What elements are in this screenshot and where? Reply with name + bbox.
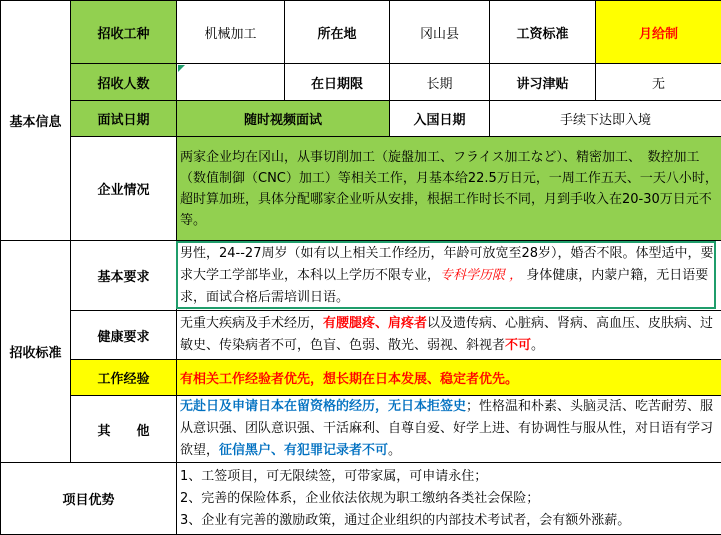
basic-req-part-2: 身体健康，内蒙户籍，无日语要求，面试合格后需培训日语。 <box>180 268 708 305</box>
health-label: 健康要求 <box>71 311 177 360</box>
other-highlight: 无赴日及申请日本在留资格的经历，无日本拒签史 <box>180 399 466 414</box>
location-value: 冈山县 <box>390 1 490 64</box>
basic-req-part-1: 男性，24--27周岁（如有以上相关工作经历，年龄可放宽至28岁），婚否不限。体型适中，要求大学工学部毕业，本科以上学历不限专业， <box>180 246 714 283</box>
other-part-2: 。 <box>388 443 401 458</box>
company-label: 企业情况 <box>71 137 177 241</box>
advantage-item: 1、工签项目，可无限续签，可带家属，可申请永住； <box>180 466 718 488</box>
recruit-standard-label: 招收标准 <box>1 241 71 463</box>
interview-label: 面试日期 <box>71 101 177 137</box>
basic-req-label: 基本要求 <box>71 241 177 311</box>
advantage-item: 3、企业有完善的激励政策，通过企业组织的内部技术考试者，会有额外涨薪。 <box>180 510 718 532</box>
health-highlight-2: 不可 <box>505 338 531 353</box>
location-label: 所在地 <box>285 1 390 64</box>
other-highlight-2: 征信黑户、有犯罪记录者不可 <box>219 443 388 458</box>
other-part-1: ；性格温和朴素、头脑灵活、吃苦耐劳、服从意识强、团队意识强、干活麻利、自尊自爱、好学上进、有协调性与服从性，对日语有学习欲望， <box>180 399 713 458</box>
health-highlight: 有腰腿疼、肩疼者 <box>323 316 427 331</box>
headcount-value <box>177 64 285 101</box>
wage-value: 月给制 <box>596 1 721 64</box>
term-value: 长期 <box>390 64 490 101</box>
allowance-value: 无 <box>596 64 721 101</box>
health-part-3: 。 <box>531 338 544 353</box>
basic-req-highlight: 专科学历限 ， <box>440 268 522 283</box>
job-type-value: 机械加工 <box>177 1 285 64</box>
interview-value: 随时视频面试 <box>177 101 390 137</box>
experience-value: 有相关工作经验者优先，想长期在日本发展、稳定者优先。 <box>177 360 721 396</box>
entry-label: 入国日期 <box>390 101 490 137</box>
advantage-item: 2、完善的保险体系，企业依法依规为职工缴纳各类社会保险； <box>180 488 718 510</box>
headcount-label: 招收人数 <box>71 64 177 101</box>
health-part-2: 以及遗传病、心脏病、肾病、高血压、皮肤病、过敏史、传染病者不可，色盲、色弱、散光、弱视、斜视者 <box>180 316 713 353</box>
advantage-list <box>177 463 721 535</box>
job-type-label: 招收工种 <box>71 1 177 64</box>
cell-comment-marker <box>178 65 185 72</box>
other-text <box>177 396 721 463</box>
health-text <box>177 311 721 360</box>
advantage-label: 项目优势 <box>1 463 177 535</box>
entry-value: 手续下达即入境 <box>490 101 721 137</box>
wage-label: 工资标准 <box>490 1 596 64</box>
experience-label: 工作经验 <box>71 360 177 396</box>
basic-info-label: 基本信息 <box>1 1 71 241</box>
company-description: 两家企业均在冈山，从事切削加工（旋盤加工、フライス加工など）、精密加工、 数控加工（数值制御（CNC）加工）等相关工作，月基本给22.5万日元，一周工作五天、一天八小时，超时算加班，具体分配哪家企业听从安排，根据工作时长不同，月到手收入在20-30万日元不等。 <box>177 137 721 241</box>
health-part-1: 无重大疾病及手术经历， <box>180 316 323 331</box>
basic-req-text <box>177 241 721 311</box>
term-label: 在日期限 <box>285 64 390 101</box>
other-label: 其 他 <box>71 396 177 463</box>
allowance-label: 讲习津贴 <box>490 64 596 101</box>
